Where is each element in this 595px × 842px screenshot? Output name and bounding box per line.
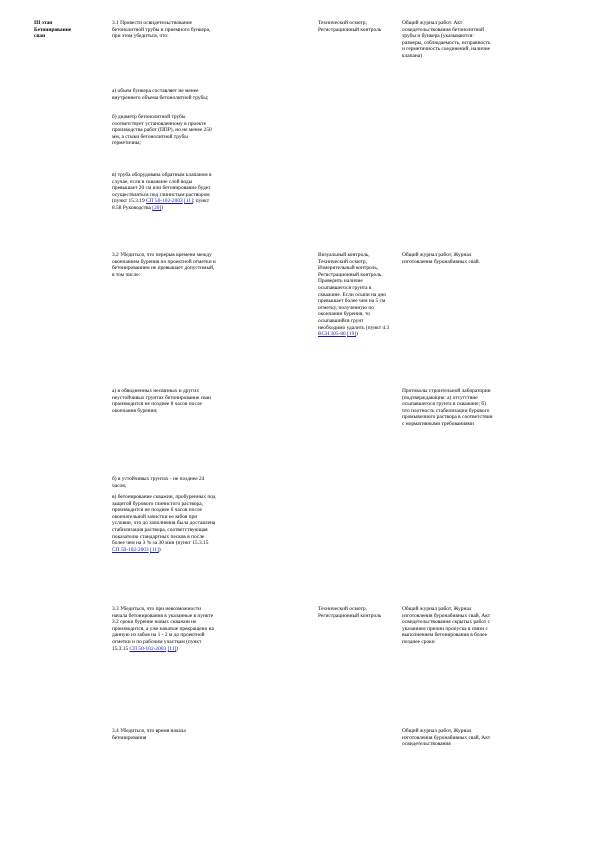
stage-label: III этап Бетонирование сваи <box>34 20 72 40</box>
ref-suffix: ) <box>356 331 358 338</box>
item-3-1-c-text: в) труба оборудована обратным клапаном в случае, если в скважине слой воды превышает 20 см или бетонирование будет осуществляться под глинистым раствором <box>112 172 212 198</box>
ref-prefix: (пункт 15.3.15 <box>175 540 209 547</box>
ref-suffix: ) <box>161 204 164 211</box>
ref-suffix: ) <box>158 546 161 553</box>
item-3-1-documents: Общий журнал работ. Акт освидетельствования бетонолитной трубы и бункера (указываются: размеры, соблюдаемость, исправность и герметичность соединений, наличие клапана) <box>402 20 491 59</box>
ref-prefix: (пункт 15.3.15 <box>112 638 202 652</box>
item-3-2-c <box>112 494 217 553</box>
item-3-2-a: а) в обводненных несвязных и других неустойчивых грунтах бетонирование сваи производится не позднее 8 часов после окончания бурения; <box>112 388 211 414</box>
item-3-1-control: Технический осмотр, Регистрационный контроль <box>318 20 382 33</box>
ref-prefix: (пункт 15.3.19 <box>112 198 147 205</box>
ref-prefix: (пункт 4.3 <box>365 324 390 331</box>
ref-link-sp[interactable]: СП 50-102-2003 <box>129 645 167 652</box>
ref-link-sp[interactable]: СП 50-102-2003 <box>112 546 149 553</box>
item-3-2-control-text: Визуальный контроль, Технический осмотр, Измерительный контроль, Регистрационный контроль. Проверить наличие осыпавшегося грунта в скважине. Если осыпи на дно превышает более чем на 5 см отметку, полученную по окончании бурения, то осыпавшийся грунт необходимо удалить <box>318 252 386 331</box>
item-3-3-documents: Общий журнал работ, Журнал изготовления буронабивных свай, Акт освидетельствования скрытых работ с указанием причин пропуска в связи с выполнением бетонирования в более позднее сроки <box>402 606 491 645</box>
item-3-2-documents: Общий журнал работ, Журнал изготовления буронабивных свай. <box>402 252 480 265</box>
ref-link-11[interactable]: [11] <box>150 546 159 553</box>
ref-middle: ; пункт 8.58 Руководства <box>112 198 210 211</box>
item-3-4-text: 3.4 Убедиться, что время начала бетонирования <box>112 728 186 741</box>
item-3-3-control: Технический осмотр, Регистрационный контроль <box>318 606 382 619</box>
ref-link-11[interactable]: [11] <box>167 645 177 652</box>
item-3-1-c <box>112 172 217 212</box>
item-3-3-text-body: 3.3 Убедиться, что при невозможности начала бетонирования в указанные в пункте 3.2 сроки бурение новых скважин не производится, а уже начатые прекращено на данную из забоя на 1 - 2 м до проектной отметки и по рабочим участкам <box>112 606 214 645</box>
ref-link-11[interactable]: [11] <box>184 198 193 205</box>
ref-link-vsn[interactable]: ВСН 305-86 <box>318 331 346 338</box>
item-3-1-a: а) объем бункера составляет не менее внутреннего объема бетонолитной трубы; <box>112 88 209 101</box>
item-3-2-c-text: в) бетонирование скважин, пробуренных под защитой бурового глинистого раствора, производится не позднее 6 часов после окончательной зачистки ее забоя при условии, что до заполнения была доставлена стабилизация раствора, соответствующая показателю стандартных песков в после более чем на 3 % за 30 мин <box>112 494 216 547</box>
item-3-1-b: б) диаметр бетонолитной трубы соответствует установленному в проекте производства работ (ППР), но не менее 250 мм, а стыки бетонолитной трубы герметичны; <box>112 114 212 147</box>
item-3-3-text <box>112 606 217 652</box>
item-3-1-text: 3.1 Провести освидетельствование бетонолитной трубы и приемного бункера, при этом убедиться, что: <box>112 20 211 40</box>
ref-link-20[interactable]: [20] <box>152 204 162 211</box>
item-3-2-b: б) в устойчивых грунтах - не позднее 24 часов; <box>112 476 205 489</box>
item-3-4-documents: Общий журнал работ, Журнал изготовления буронабивных свай, Акт освидетельствования <box>402 728 491 748</box>
item-3-2-control <box>318 252 390 338</box>
ref-link-sp[interactable]: СП 50-102-2003 <box>146 198 183 205</box>
ref-link-19[interactable]: [19] <box>347 331 357 338</box>
item-3-2-text: 3.2 Убедиться, что перерыв времени между окончанием бурения по проектной отметки и бетонированием не превышает допустимый, в том числе: <box>112 252 216 278</box>
ref-suffix: ) <box>176 645 179 652</box>
item-3-2-lab-protocols: Протоколы строительной лаборатории (подтверждающие: а) отсутствие осыпавшегося грунта в скважине; б) что плотность стабилизации бурового промывочного раствора в соответствии с нормативными требованиями <box>402 388 493 427</box>
